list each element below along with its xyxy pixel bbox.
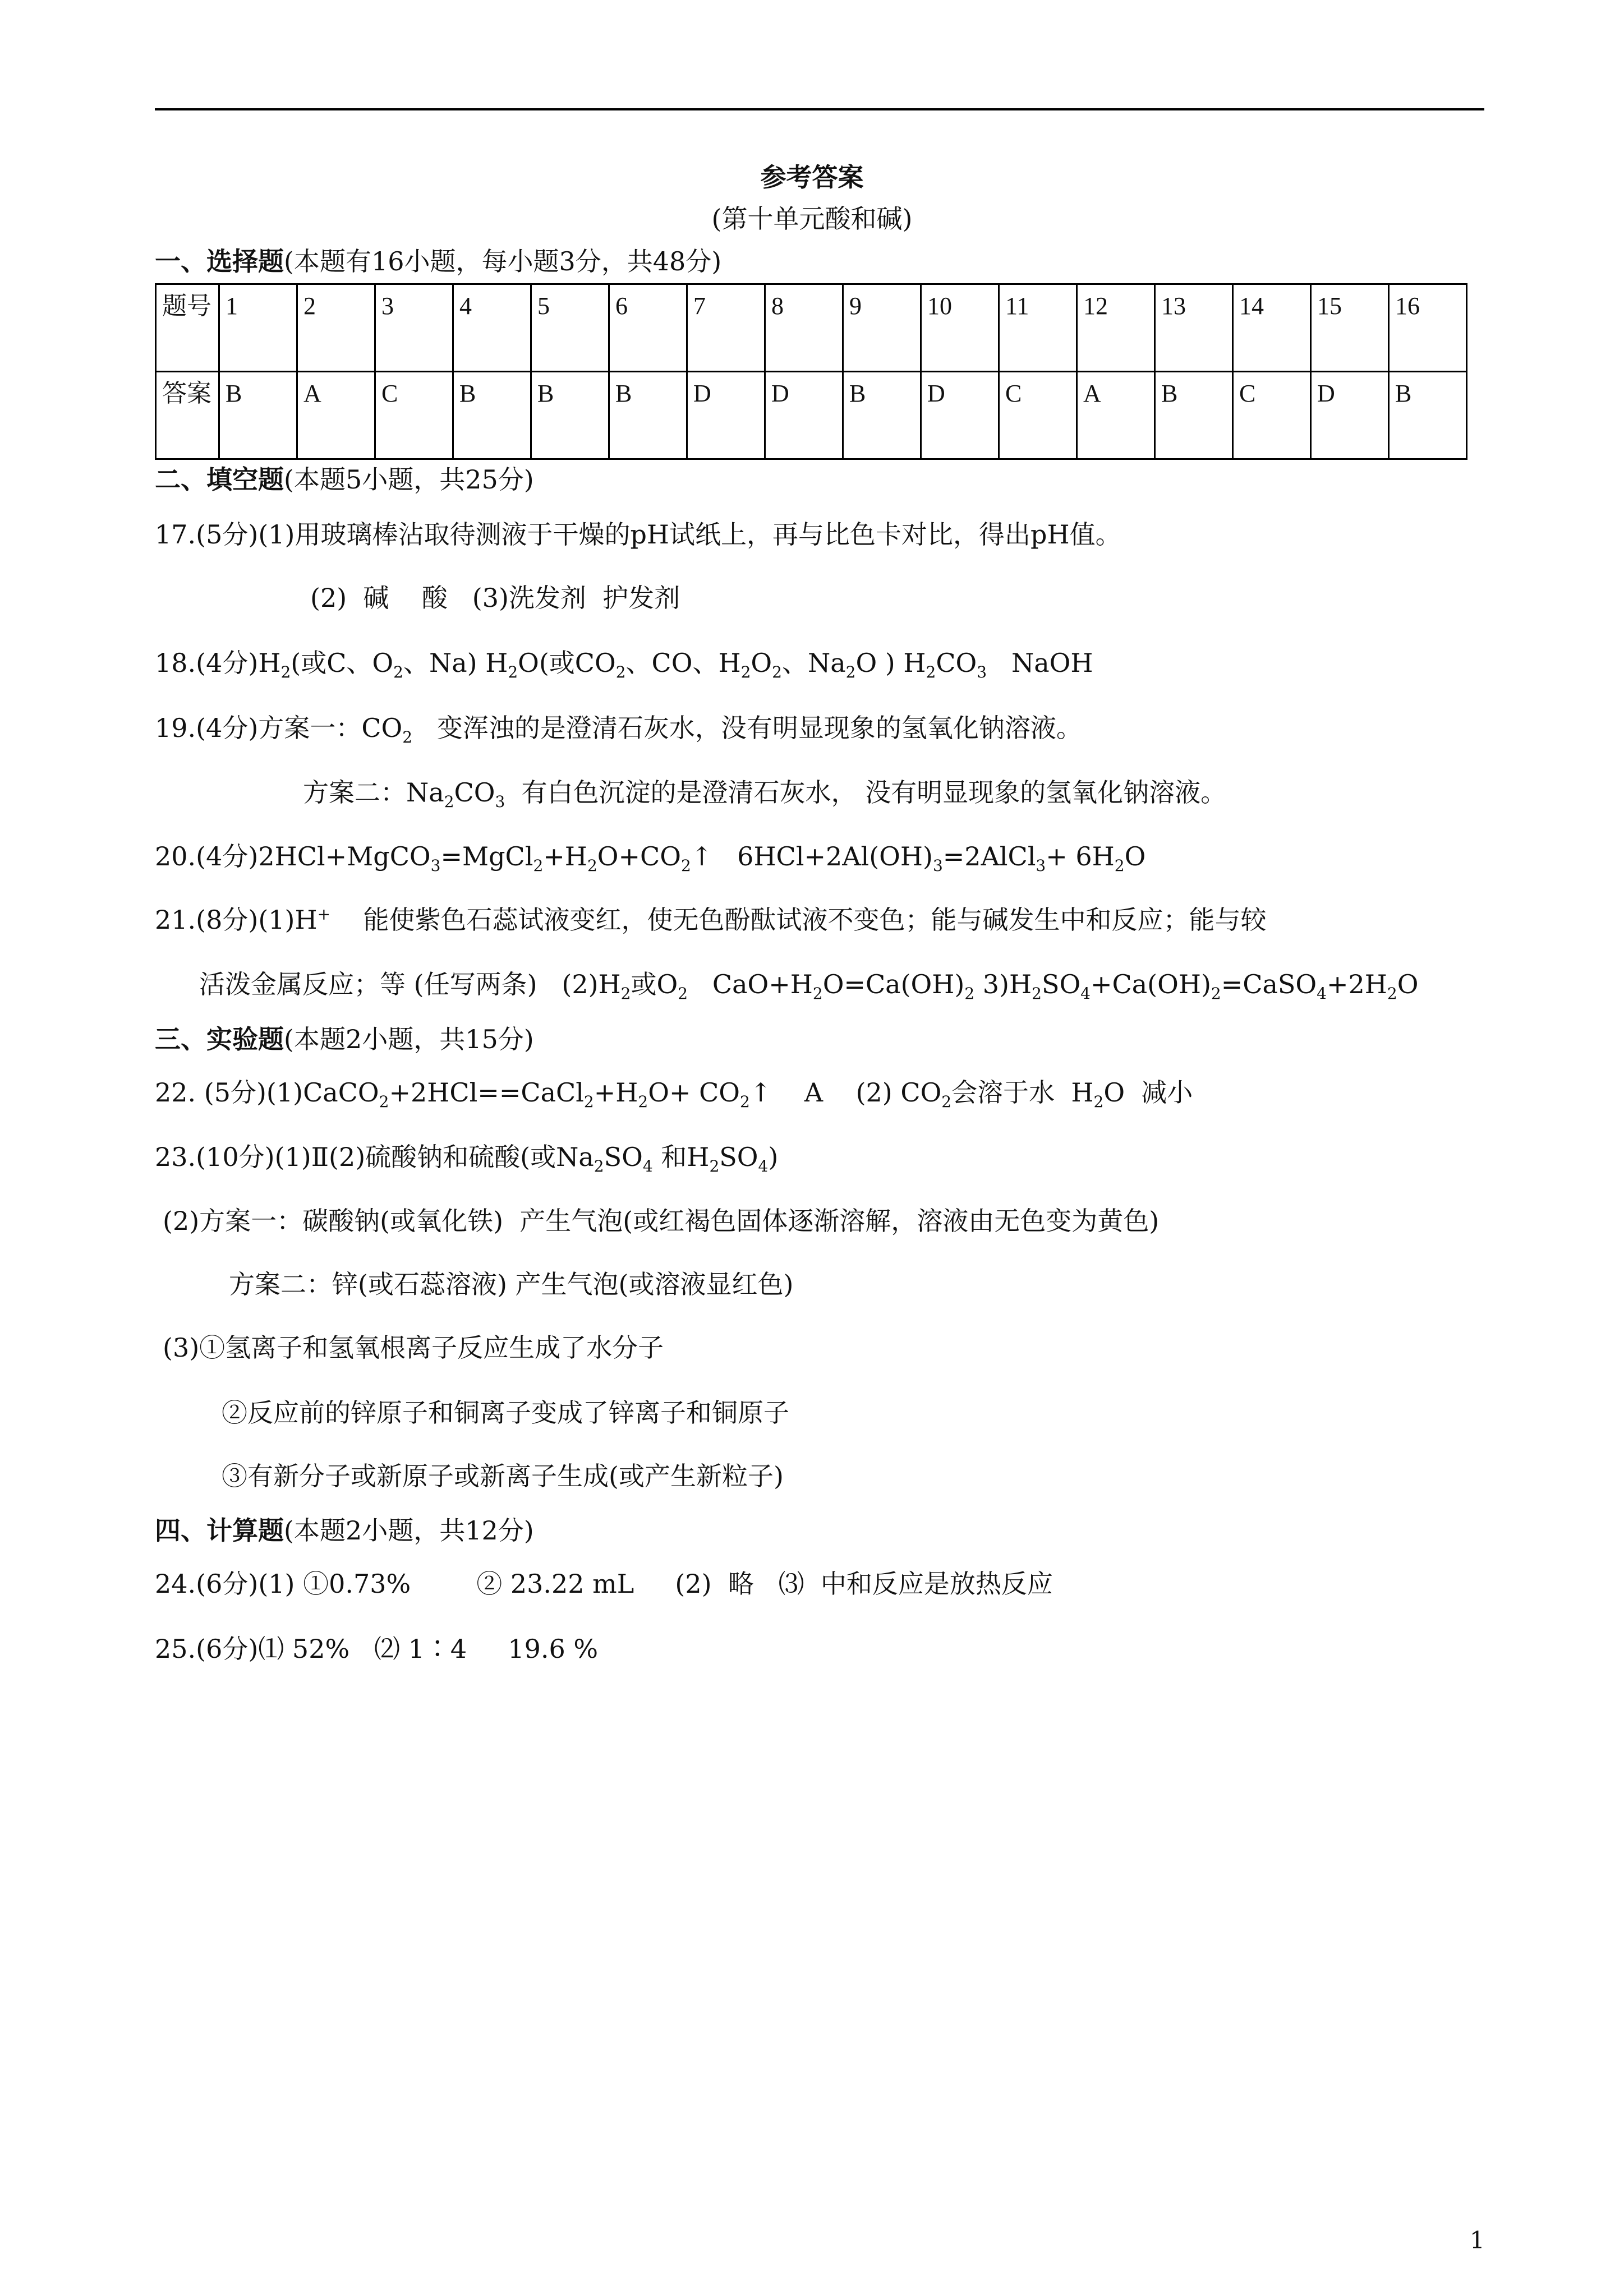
- text-segment: 24.(6分)(1) ①0.73% ② 23.22 mL (2) 略 ⑶ 中和反应是放热反应: [155, 1569, 1053, 1599]
- answer-cell: B: [843, 372, 921, 459]
- answer-cell: B: [453, 372, 531, 459]
- answer-cell: D: [765, 372, 843, 459]
- text-segment: O 减小: [1103, 1077, 1193, 1108]
- text-segment: (本题2小题，共15分): [284, 1024, 534, 1054]
- question-number-cell: 9: [843, 284, 921, 372]
- page-subtitle: (第十单元酸和碱): [711, 204, 913, 234]
- page-title: 参考答案: [760, 162, 864, 192]
- text-segment: O: [1124, 841, 1146, 872]
- text-segment: 17.(5分)(1)用玻璃棒沾取待测液于干燥的pH试纸上，再与比色卡对比，得出pH值。: [155, 519, 1121, 550]
- row-header-answer: 答案: [156, 372, 219, 459]
- subscript: 2: [583, 1092, 594, 1112]
- question-number-cell: 12: [1077, 284, 1155, 372]
- answer-cell: A: [1077, 372, 1155, 459]
- text-segment: 、Na) H: [403, 648, 508, 678]
- answer-cell: C: [999, 372, 1077, 459]
- text-segment: +Ca(OH): [1091, 969, 1211, 999]
- text-segment: O=Ca(OH): [822, 969, 965, 999]
- text-segment: =MgCl: [440, 841, 533, 872]
- section-heading: [155, 464, 534, 495]
- answer-line: [155, 1568, 1053, 1599]
- subscript: 3: [1036, 856, 1046, 875]
- subscript: 2: [620, 984, 631, 1003]
- answer-line: [155, 712, 1082, 747]
- answer-cell: A: [297, 372, 375, 459]
- text-segment: (本题5小题，共25分): [284, 464, 534, 495]
- question-number-cell: 6: [609, 284, 687, 372]
- subscript: 3: [495, 792, 505, 812]
- answer-cell: B: [1155, 372, 1233, 459]
- text-segment: CaO+H: [688, 969, 813, 999]
- text-segment: 25.(6分)⑴ 52% ⑵ 1∶4 19.6 %: [155, 1634, 599, 1664]
- subscript: 2: [678, 984, 688, 1003]
- subscript: 2: [594, 1157, 604, 1176]
- answer-line: [155, 1633, 598, 1665]
- subscript: 2: [1114, 856, 1125, 875]
- subscript: 2: [926, 663, 936, 682]
- text-segment: O: [1397, 969, 1419, 999]
- answer-cell: C: [1233, 372, 1311, 459]
- text-segment: 20.(4分)2HCl+MgCO: [155, 841, 431, 872]
- text-segment: 活泼金属反应；等 (任写两条) (2)H: [199, 969, 621, 999]
- text-segment: O ) H: [855, 648, 926, 678]
- answer-table: [155, 283, 1467, 460]
- subscript: 2: [812, 984, 823, 1003]
- text-segment: 方案二：锌(或石蕊溶液) 产生气泡(或溶液显红色): [229, 1269, 794, 1299]
- answer-line: [222, 1460, 784, 1492]
- question-number-cell: 3: [375, 284, 453, 372]
- answer-line: [303, 777, 1227, 812]
- question-number-cell: 1: [219, 284, 297, 372]
- subscript: 2: [772, 663, 782, 682]
- answer-cell: B: [609, 372, 687, 459]
- text-segment: 23.(10分)(1)Ⅱ(2)硫酸钠和硫酸(或Na: [155, 1142, 594, 1172]
- text-segment: 18.(4分)H: [155, 648, 281, 678]
- subscript: 2: [1387, 984, 1397, 1003]
- text-segment: O+ CO: [648, 1077, 740, 1108]
- section-note: (本题有16小题，每小题3分，共48分): [284, 246, 722, 276]
- text-segment: (2) 碱 酸 (3)洗发剂 护发剂: [310, 583, 680, 613]
- header-rule: [155, 108, 1484, 110]
- subscript: 3: [430, 856, 441, 875]
- superscript: +: [317, 905, 331, 924]
- subscript: 2: [941, 1092, 952, 1112]
- subscript: 2: [740, 663, 751, 682]
- text-segment: +H: [543, 841, 587, 872]
- question-number-cell: 11: [999, 284, 1077, 372]
- page-number: 1: [1470, 2226, 1485, 2254]
- text-segment: 有白色沉淀的是澄清石灰水， 没有明显现象的氢氧化钠溶液。: [505, 777, 1227, 808]
- text-segment: SO: [1041, 969, 1081, 999]
- section-heading: [155, 1023, 534, 1055]
- section-label: 四、计算题: [155, 1515, 284, 1546]
- text-segment: O+CO: [597, 841, 681, 872]
- subscript: 2: [533, 856, 544, 875]
- question-number-cell: 4: [453, 284, 531, 372]
- answer-line: [155, 1141, 779, 1176]
- text-segment: 19.(4分)方案一：CO: [155, 713, 403, 743]
- text-segment: ③有新分子或新原子或新离子生成(或产生新粒子): [222, 1461, 784, 1491]
- row-header-number: 题号: [156, 284, 219, 372]
- subscript: 2: [845, 663, 856, 682]
- answer-cell: D: [687, 372, 765, 459]
- subscript: 2: [615, 663, 626, 682]
- question-number-cell: 15: [1311, 284, 1389, 372]
- question-number-cell: 16: [1389, 284, 1467, 372]
- section-label: 一、选择题: [155, 246, 284, 276]
- text-segment: ): [768, 1142, 779, 1172]
- subscript: 4: [1317, 984, 1327, 1003]
- text-segment: +2HCl==CaCl: [389, 1077, 584, 1108]
- answer-line: [155, 904, 1267, 935]
- answer-line: [199, 969, 1419, 1003]
- text-segment: =CaSO: [1221, 969, 1317, 999]
- subscript: 3: [932, 856, 943, 875]
- question-number-cell: 7: [687, 284, 765, 372]
- answer-cell: D: [921, 372, 999, 459]
- answer-cell: B: [531, 372, 609, 459]
- subscript: 2: [393, 663, 403, 682]
- text-segment: 21.(8分)(1)H: [155, 905, 318, 935]
- text-segment: (2)方案一：碳酸钠(或氧化铁) 产生气泡(或红褐色固体逐渐溶解，溶液由无色变为黄色): [163, 1206, 1160, 1236]
- text-segment: 能使紫色石蕊试液变红，使无色酚酞试液不变色；能与碱发生中和反应；能与较: [330, 905, 1267, 935]
- text-segment: 方案二：Na: [303, 777, 444, 808]
- answer-line: [155, 647, 1093, 682]
- section-label: 三、实验题: [155, 1024, 284, 1054]
- subscript: 2: [709, 1157, 720, 1176]
- text-segment: O: [751, 648, 772, 678]
- text-segment: 3)H: [974, 969, 1032, 999]
- text-segment: 22. (5分)(1)CaCO: [155, 1077, 379, 1108]
- subscript: 3: [977, 663, 987, 682]
- question-number-cell: 10: [921, 284, 999, 372]
- text-segment: 、Na: [781, 648, 846, 678]
- subscript: 2: [508, 663, 518, 682]
- text-segment: 、CO、H: [625, 648, 741, 678]
- answer-line: [155, 519, 1121, 550]
- text-segment: SO: [719, 1142, 758, 1172]
- subscript: 2: [1093, 1092, 1104, 1112]
- text-segment: (或C、O: [291, 648, 394, 678]
- text-segment: (3)①氢离子和氢氧根离子反应生成了水分子: [163, 1333, 664, 1363]
- subscript: 2: [280, 663, 291, 682]
- subscript: 2: [680, 856, 691, 875]
- text-segment: ↑ 6HCl+2Al(OH): [691, 841, 933, 872]
- text-segment: ②反应前的锌原子和铜离子变成了锌离子和铜原子: [222, 1398, 789, 1428]
- answer-line: [310, 582, 680, 614]
- text-segment: CO: [936, 648, 977, 678]
- subscript: 2: [587, 856, 597, 875]
- text-segment: ↑ A (2) CO: [749, 1077, 942, 1108]
- answer-line: [163, 1332, 664, 1363]
- answer-line: [155, 841, 1146, 875]
- subscript: 2: [402, 728, 413, 747]
- text-segment: + 6H: [1046, 841, 1115, 872]
- section-label: 二、填空题: [155, 464, 284, 495]
- section-choice-heading: [155, 246, 721, 277]
- subscript: 4: [1080, 984, 1091, 1003]
- question-number-cell: 5: [531, 284, 609, 372]
- answer-line: [222, 1397, 789, 1428]
- answer-cell: B: [1389, 372, 1467, 459]
- text-segment: 和H: [652, 1142, 710, 1172]
- text-segment: NaOH: [987, 648, 1093, 678]
- text-segment: =2AlCl: [942, 841, 1036, 872]
- answer-line: [155, 1077, 1193, 1112]
- subscript: 2: [444, 792, 454, 812]
- subscript: 2: [1211, 984, 1221, 1003]
- text-segment: O(或CO: [518, 648, 616, 678]
- subscript: 2: [740, 1092, 750, 1112]
- subscript: 4: [758, 1157, 769, 1176]
- subscript: 4: [642, 1157, 653, 1176]
- question-number-cell: 14: [1233, 284, 1311, 372]
- answer-cell: B: [219, 372, 297, 459]
- question-number-cell: 8: [765, 284, 843, 372]
- text-segment: 变浑浊的是澄清石灰水，没有明显现象的氢氧化钠溶液。: [412, 713, 1082, 743]
- text-segment: (本题2小题，共12分): [284, 1515, 534, 1546]
- text-segment: CO: [454, 777, 495, 808]
- answer-line: [229, 1269, 793, 1300]
- text-segment: +H: [594, 1077, 638, 1108]
- subscript: 2: [638, 1092, 648, 1112]
- subscript: 2: [379, 1092, 389, 1112]
- text-segment: +2H: [1326, 969, 1387, 999]
- text-segment: 或O: [631, 969, 678, 999]
- answer-cell: D: [1311, 372, 1389, 459]
- subscript: 2: [964, 984, 975, 1003]
- question-number-cell: 13: [1155, 284, 1233, 372]
- text-segment: SO: [604, 1142, 643, 1172]
- question-number-cell: 2: [297, 284, 375, 372]
- subscript: 2: [1032, 984, 1042, 1003]
- text-segment: 会溶于水 H: [951, 1077, 1094, 1108]
- answer-cell: C: [375, 372, 453, 459]
- answer-line: [163, 1205, 1159, 1237]
- section-heading: [155, 1515, 534, 1546]
